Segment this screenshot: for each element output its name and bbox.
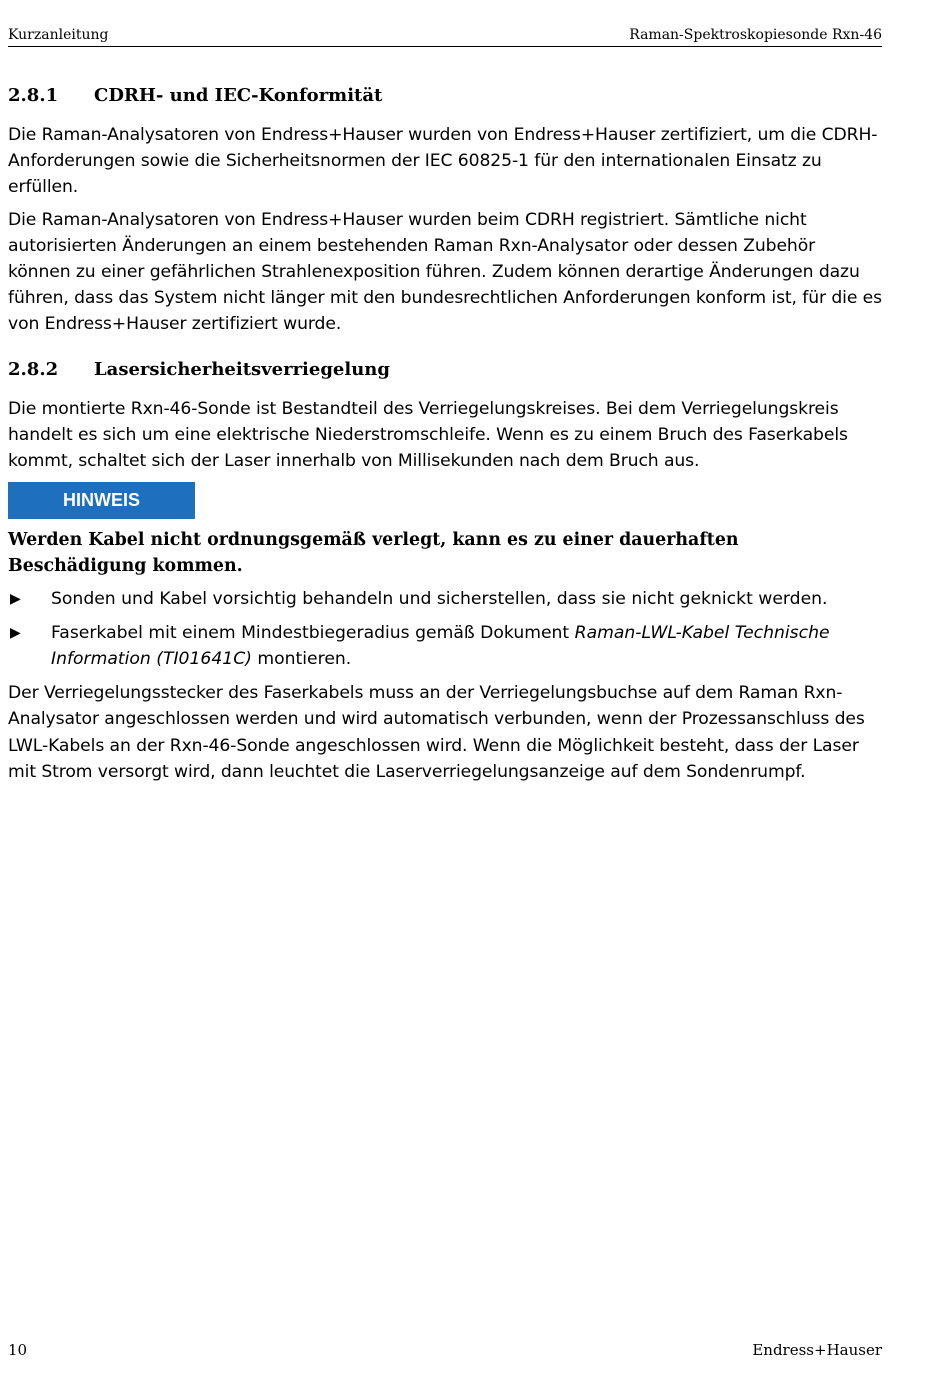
list-item [8, 586, 882, 612]
paragraph: Die Raman-Analysatoren von Endress+Hauser wurden von Endress+Hauser zertifiziert, um die CDRH-Anforderungen sowie die Sicherheitsnormen der IEC 60825-1 für den internationalen Einsatz zu erfüllen. [8, 125, 878, 198]
footer-brand: Endress+Hauser [752, 1341, 882, 1359]
paragraph: Die montierte Rxn-46-Sonde ist Bestandteil des Verriegelungskreises. Bei dem Verriegelungskreis handelt es sich um eine elektrische Niederstromschleife. Wenn es zu einem Bruch des Faserkabels kommt, schaltet sich der Laser innerhalb von Millisekunden nach dem Bruch aus. [8, 398, 848, 472]
section-heading-cdrh-iec [8, 84, 882, 108]
section-number: 2.8.1 [8, 85, 59, 106]
header-product: Raman-Spektroskopiesonde Rxn-46 [629, 27, 882, 43]
section-title: Lasersicherheitsverriegelung [94, 358, 390, 380]
page-footer [8, 1341, 882, 1359]
header-doc-type: Kurzanleitung [8, 27, 109, 43]
paragraph: Die Raman-Analysatoren von Endress+Hauser wurden beim CDRH registriert. Sämtliche nicht autorisierten Änderungen an einem bestehenden Raman Rxn-Analysator oder dessen Zubehör können zu einer gefährlichen Strahlenexposition führen. Zudem können derartige Änderungen dazu führen, dass das System nicht länger mit den bundesrechtlichen Anforderungen konform ist, für die es von Endress+Hauser zertifiziert wurde. [8, 209, 883, 335]
triangle-bullet-icon: ▶ [10, 590, 21, 607]
notice-banner: HINWEIS [8, 482, 195, 519]
list-item-text [51, 620, 882, 672]
section-heading-laser-interlock [8, 358, 882, 382]
section-number: 2.8.2 [8, 358, 59, 380]
list-item-text-post: montieren. [251, 649, 352, 670]
document-reference: Raman-LWL-Kabel Technische Information (TI01641C) [51, 622, 830, 670]
section-title: CDRH- und IEC-Konformität [94, 85, 383, 106]
list-item [8, 620, 882, 672]
list-item-text: Sonden und Kabel vorsichtig behandeln und sicherstellen, dass sie nicht geknickt werden. [51, 588, 828, 609]
document-page [8, 0, 882, 1374]
warning-statement: Werden Kabel nicht ordnungsgemäß verlegt, kann es zu einer dauerhaften Beschädigung kommen. [8, 530, 739, 577]
page-header [8, 26, 882, 47]
list-item-text-pre: Faserkabel mit einem Mindestbiegeradius gemäß Dokument [51, 622, 575, 643]
paragraph: Der Verriegelungsstecker des Faserkabels muss an der Verriegelungsbuchse auf dem Raman Rxn-Analysator angeschlossen werden und wird automatisch verbunden, wenn der Prozessanschluss des LWL-Kabels an der Rxn-46-Sonde angeschlossen wird. Wenn die Möglichkeit besteht, dass der Laser mit Strom versorgt wird, dann leuchtet die Laserverriegelungsanzeige auf dem Sondenrumpf. [8, 683, 865, 782]
triangle-bullet-icon: ▶ [10, 624, 21, 641]
page-number: 10 [8, 1341, 28, 1359]
page-content [8, 84, 882, 785]
